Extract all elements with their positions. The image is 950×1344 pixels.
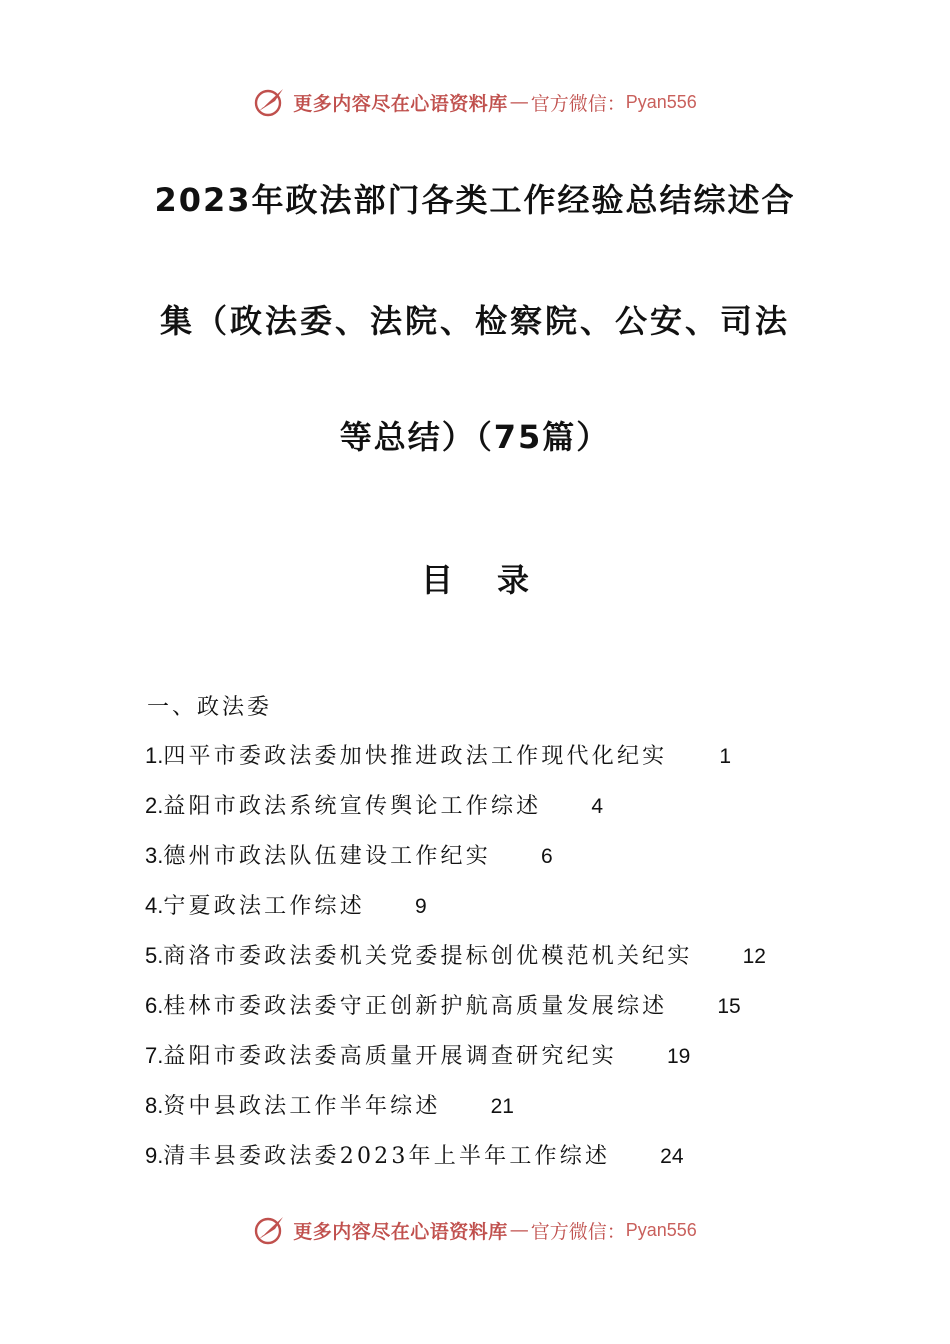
toc-entry-number: 6. [145,993,164,1018]
toc-entry[interactable] [145,840,766,890]
toc-entry-number: 2. [145,793,164,818]
toc-entry[interactable] [145,890,766,940]
toc-entry-page: 15 [717,995,741,1018]
toc-entry-number: 5. [145,943,164,968]
toc-entry-number: 3. [145,843,164,868]
document-title-line-1: 2023年政法部门各类工作经验总结综述合 [154,181,796,219]
document-title-line-3: 等总结）（75篇） [339,418,611,456]
toc-entry-number: 8. [145,1093,164,1118]
toc-entry-number: 4. [145,893,164,918]
toc-entry-title: 清丰县委政法委2023年上半年工作综述 [163,1144,611,1169]
banner-label: 官方微信： [530,92,626,115]
toc-entry[interactable] [145,1140,766,1190]
toc-entry-page: 6 [540,845,553,868]
toc-entry-title: 四平市委政法委加快推进政法工作现代化纪实 [163,744,668,769]
toc-entry[interactable] [145,940,766,990]
document-title-line-2: 集（政法委、法院、检察院、公安、司法 [159,302,790,340]
toc-entry-title: 益阳市政法系统宣传舆论工作综述 [163,794,542,819]
toc-entry-title: 商洛市委政法委机关党委提标创优模范机关纪实 [163,944,693,969]
toc-entry-title: 德州市政法队伍建设工作纪实 [163,844,491,869]
banner-separator: — [509,91,529,113]
toc-entry[interactable] [145,740,766,790]
quill-logo-icon [253,1213,287,1247]
toc-entry-page: 9 [414,895,427,918]
toc-entry-title: 资中县政法工作半年综述 [163,1094,441,1119]
banner-wechat-id: Pyan556 [625,91,697,112]
toc-entry-number: 1. [145,743,164,768]
quill-logo-icon [253,85,287,119]
toc-entry-page: 12 [742,945,766,968]
toc-entry-page: 24 [660,1145,684,1168]
toc-entry-number: 9. [145,1143,164,1168]
banner-wechat-id: Pyan556 [625,1219,697,1240]
banner-brand: 更多内容尽在心语资料库 [293,1220,508,1243]
toc-entry-page: 19 [666,1045,691,1068]
footer-banner [0,1210,950,1250]
toc-entry-page: 4 [591,795,604,818]
toc-entry-title: 宁夏政法工作综述 [163,894,365,919]
toc-entry-page: 21 [490,1095,514,1118]
toc-entry-title: 益阳市委政法委高质量开展调查研究纪实 [163,1044,617,1069]
banner-separator: — [509,1219,529,1241]
toc-entry[interactable] [145,1090,766,1140]
banner-label: 官方微信： [530,1220,626,1243]
toc-entry-number: 7. [145,1043,164,1068]
toc-entry[interactable] [145,790,766,840]
toc-entry-title: 桂林市委政法委守正创新护航高质量发展综述 [163,994,668,1019]
toc-heading: 目录 [420,561,573,599]
header-banner [0,82,950,122]
toc-entry-page: 1 [719,745,732,768]
section-title: 一、政法委 [147,695,273,720]
toc-list [145,740,766,1190]
toc-entry[interactable] [145,990,766,1040]
toc-entry[interactable] [145,1040,766,1090]
banner-brand: 更多内容尽在心语资料库 [293,92,508,115]
